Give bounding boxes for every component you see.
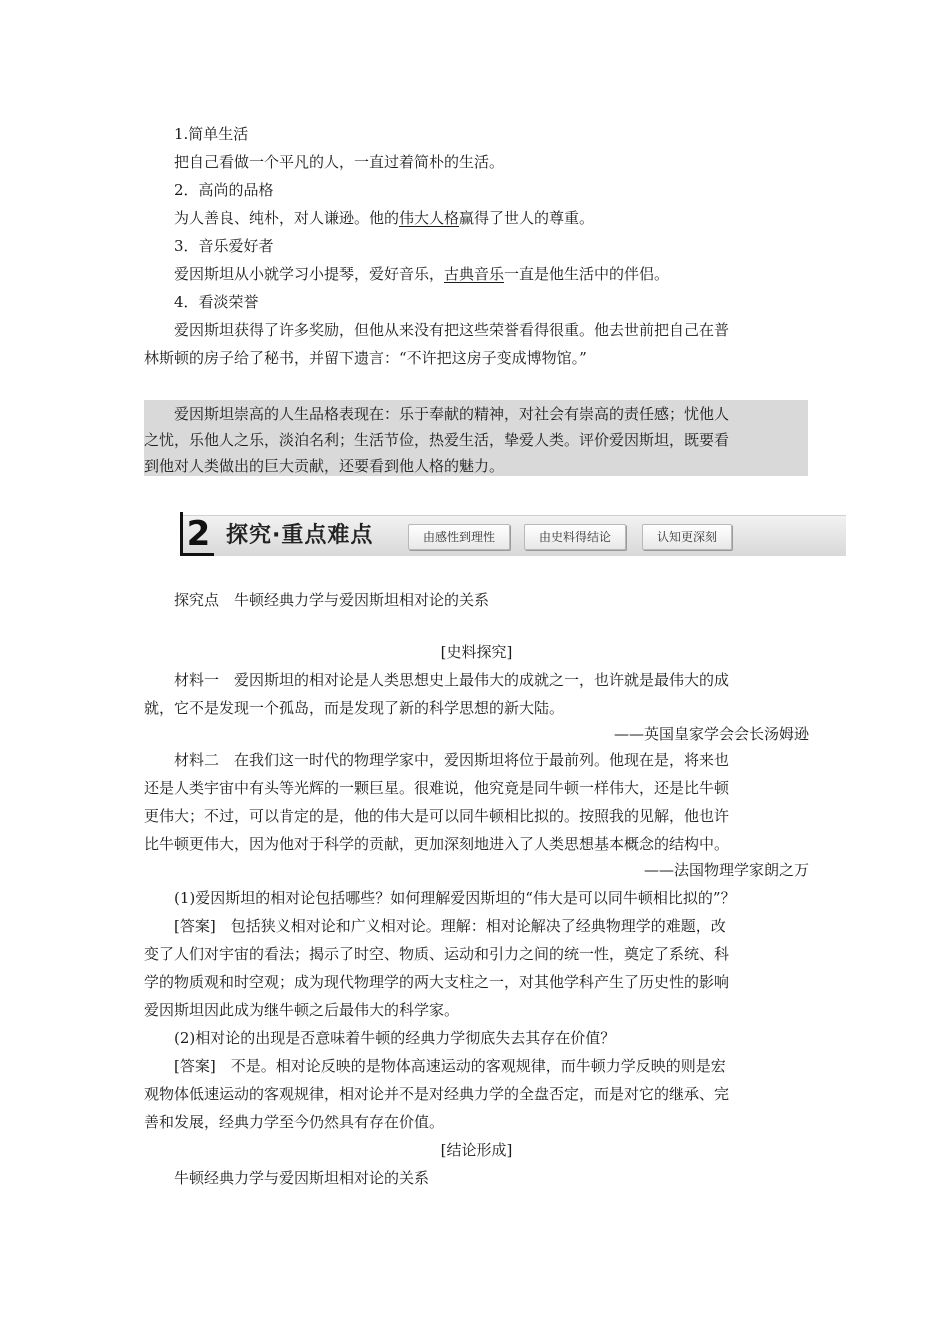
item2-text: 为人善良、纯朴，对人谦逊。他的伟大人格赢得了世人的尊重。 [174, 209, 595, 227]
material1-line2: 就，它不是发现一个孤岛，而是发现了新的科学思想的新大陆。 [144, 699, 565, 717]
item4-line2: 林斯顿的房子给了秘书，并留下遗言：“不许把这房子变成博物馆。” [144, 349, 587, 367]
answer2-line3: 善和发展，经典力学至今仍然具有存在价值。 [144, 1113, 445, 1131]
answer1-line1: [答案] 包括狭义相对论和广义相对论。理解：相对论解决了经典物理学的难题，改 [174, 917, 726, 935]
underlined-term: 古典音乐 [444, 265, 505, 283]
section-title: 探究·重点难点 [226, 523, 374, 548]
material2-line3: 更伟大；不过，可以肯定的是，他的伟大是可以同牛顿相比拟的。按照我的见解，他也许 [144, 807, 730, 825]
tag-chip-1: 由感性到理性 [408, 524, 510, 550]
conclusion-text: 牛顿经典力学与爱因斯坦相对论的关系 [174, 1169, 430, 1187]
answer1-line2: 变了人们对宇宙的看法；揭示了时空、物质、运动和引力之间的统一性，奠定了系统、科 [144, 945, 730, 963]
question-2: (2)相对论的出现是否意味着牛顿的经典力学彻底失去其存在价值？ [174, 1029, 616, 1047]
item3-text: 爱因斯坦从小就学习小提琴，爱好音乐，古典音乐一直是他生活中的伴侣。 [174, 265, 670, 283]
summary-line2: 之忧，乐他人之乐，淡泊名利；生活节俭，热爱生活，挚爱人类。评价爱因斯坦，既要看 [144, 431, 730, 449]
summary-line3: 到他对人类做出的巨大贡献，还要看到他人格的魅力。 [144, 457, 505, 475]
inquiry-point-title: 探究点 牛顿经典力学与爱因斯坦相对论的关系 [174, 591, 490, 609]
material2-line1: 材料二 在我们这一时代的物理学家中，爱因斯坦将位于最前列。他现在是，将来也 [174, 751, 730, 769]
section-banner [180, 515, 846, 556]
answer1-line4: 爱因斯坦因此成为继牛顿之后最伟大的科学家。 [144, 1001, 460, 1019]
item3-title: 3．音乐爱好者 [174, 237, 274, 255]
question-1: (1)爱因斯坦的相对论包括哪些？如何理解爱因斯坦的“伟大是可以同牛顿相比拟的”？ [174, 889, 736, 907]
item2-title: 2．高尚的品格 [174, 181, 274, 199]
item1-title: 1.简单生活 [174, 125, 249, 143]
answer1-line3: 学的物质观和时空观；成为现代物理学的两大支柱之一，对其他学科产生了历史性的影响 [144, 973, 730, 991]
summary-line1: 爱因斯坦崇高的人生品格表现在：乐于奉献的精神，对社会有崇高的责任感；忧他人 [174, 405, 730, 423]
material1-source: ——英国皇家学会会长汤姆逊 [613, 725, 809, 743]
item1-text: 把自己看做一个平凡的人，一直过着简朴的生活。 [174, 153, 505, 171]
answer2-line1: [答案] 不是。相对论反映的是物体高速运动的客观规律，而牛顿力学反映的则是宏 [174, 1057, 726, 1075]
tag-chip-3: 认知更深刻 [642, 524, 732, 550]
underlined-term: 伟大人格 [399, 209, 460, 227]
heading-source-inquiry: [史料探究] [440, 643, 513, 661]
item4-line1: 爱因斯坦获得了许多奖励，但他从来没有把这些荣誉看得很重。他去世前把自己在普 [174, 321, 730, 339]
tag-chip-2: 由史料得结论 [524, 524, 626, 550]
material2-line2: 还是人类宇宙中有头等光辉的一颗巨星。很难说，他究竟是同牛顿一样伟大，还是比牛顿 [144, 779, 730, 797]
answer2-line2: 观物体低速运动的客观规律，相对论并不是对经典力学的全盘否定，而是对它的继承、完 [144, 1085, 730, 1103]
material2-source: ——法国物理学家朗之万 [643, 861, 809, 879]
item4-title: 4．看淡荣誉 [174, 293, 259, 311]
heading-conclusion: [结论形成] [440, 1141, 513, 1159]
material2-line4: 比牛顿更伟大，因为他对于科学的贡献，更加深刻地进入了人类思想基本概念的结构中。 [144, 835, 730, 853]
section-number: 2 [180, 512, 214, 556]
material1-line1: 材料一 爱因斯坦的相对论是人类思想史上最伟大的成就之一，也许就是最伟大的成 [174, 671, 730, 689]
